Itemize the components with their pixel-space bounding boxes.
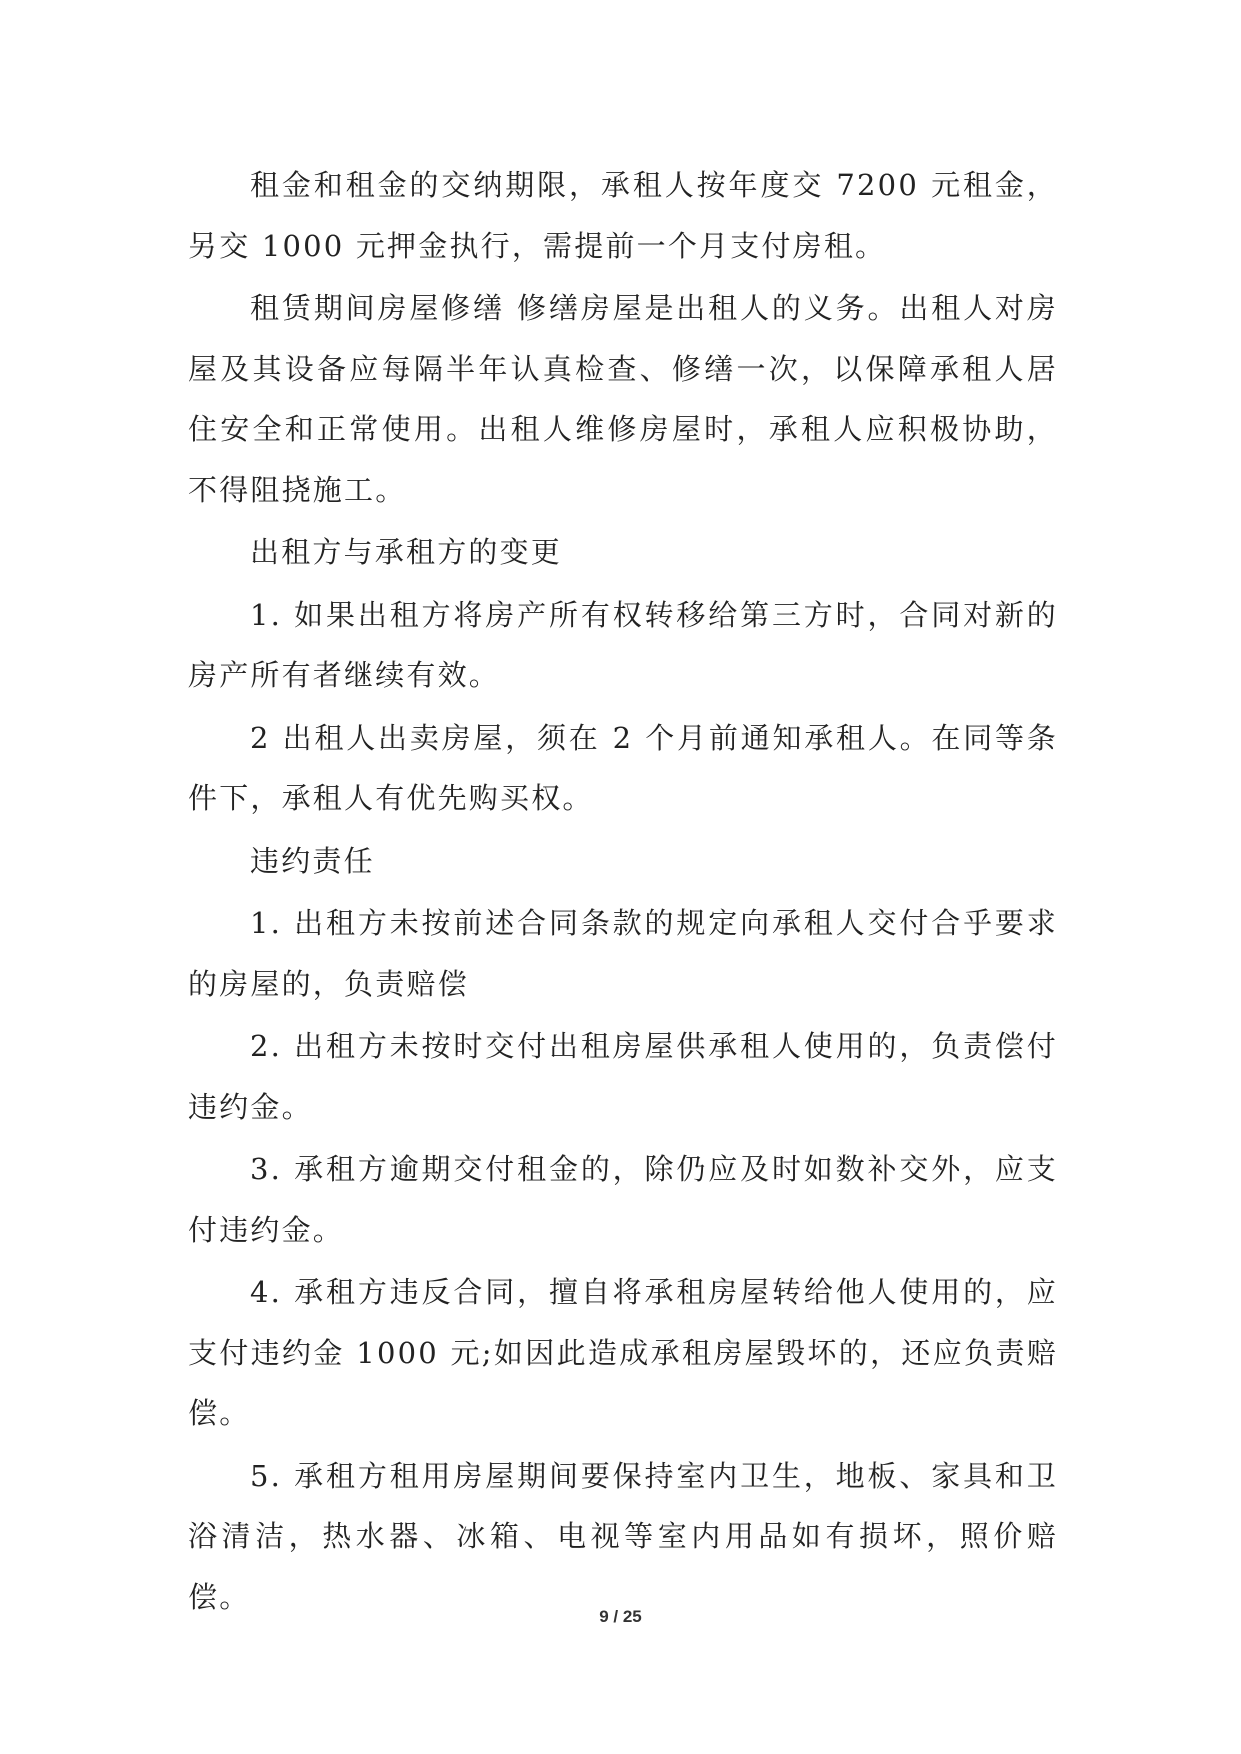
page-number: 9 / 25: [599, 1607, 642, 1626]
paragraph-liability-4: 4. 承租方违反合同，擅自将承租房屋转给他人使用的，应支付违约金 1000 元;如因此造成承租房屋毁坏的，还应负责赔偿。: [188, 1275, 1058, 1430]
document-body: [188, 155, 1058, 1629]
section-heading-liability: 违约责任: [250, 843, 375, 878]
paragraph-sale-notice: 2 出租人出卖房屋，须在 2 个月前通知承租人。在同等条件下，承租人有优先购买权。: [188, 720, 1058, 815]
section-heading-party-change: 出租方与承租方的变更: [250, 535, 563, 569]
paragraph-liability-5: 5. 承租方租用房屋期间要保持室内卫生，地板、家具和卫浴清洁，热水器、冰箱、电视等室内用品如有损坏，照价赔偿。: [188, 1458, 1058, 1614]
paragraph-repairs: 租赁期间房屋修缮 修缮房屋是出租人的义务。出租人对房屋及其设备应每隔半年认真检查、修缮一次，以保障承租人居住安全和正常使用。出租人维修房屋时，承租人应积极协助，不得阻挠施工。: [188, 291, 1058, 507]
paragraph-liability-3: 3. 承租方逾期交付租金的，除仍应及时如数补交外，应支付违约金。: [188, 1152, 1058, 1247]
paragraph-ownership-transfer: 1. 如果出租方将房产所有权转移给第三方时，合同对新的房产所有者继续有效。: [188, 597, 1058, 692]
paragraph-liability-2: 2. 出租方未按时交付出租房屋供承租人使用的，负责偿付违约金。: [188, 1029, 1058, 1124]
paragraph-liability-1: 1. 出租方未按前述合同条款的规定向承租人交付合乎要求的房屋的，负责赔偿: [188, 906, 1058, 1001]
paragraph-rent-payment: 租金和租金的交纳期限，承租人按年度交 7200 元租金，另交 1000 元押金执行，需提前一个月支付房租。: [188, 168, 1058, 263]
